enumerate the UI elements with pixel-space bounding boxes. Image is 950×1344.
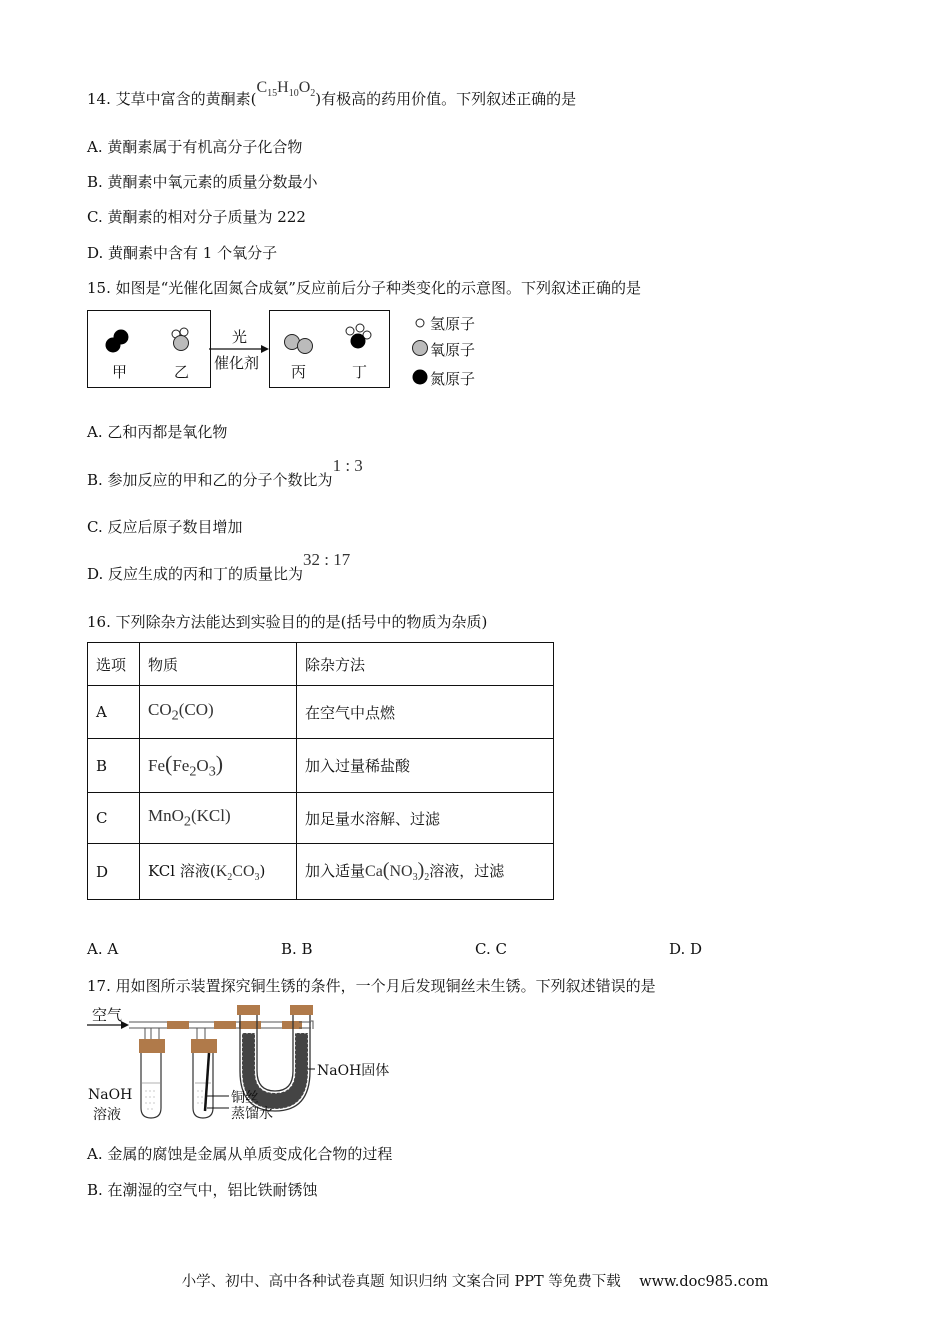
row-method: 在空气中点燃 <box>297 686 554 739</box>
label-distilled-water: 蒸馏水 <box>231 1106 273 1122</box>
row-method: 加入过量稀盐酸 <box>297 739 554 793</box>
q14-option-b: B. 黄酮素中氧元素的质量分数最小 <box>87 173 318 191</box>
q17-stem: 17. 用如图所示装置探究铜生锈的条件，一个月后发现铜丝未生锈。下列叙述错误的是 <box>87 977 656 995</box>
footer-text: 小学、初中、高中各种试卷真题 知识归纳 文案合同 PPT 等免费下载 <box>181 1274 621 1290</box>
q16-choice-b: B. B <box>281 940 313 958</box>
page-footer <box>0 1270 950 1291</box>
row-substance: $CO_2(CO)$ <box>140 686 297 739</box>
label-naoh-solution-2: 溶液 <box>93 1107 121 1123</box>
label-ding: 丁 <box>352 363 368 381</box>
q14-stem <box>87 79 577 111</box>
table-row <box>88 739 554 793</box>
products-box <box>269 310 390 388</box>
legend-hydrogen: 氢原子 <box>430 315 476 333</box>
h-atom-icon <box>180 328 188 336</box>
q14-formula: $C_{15}H_{10}O_2$ <box>256 79 316 100</box>
label-copper-wire: 铜丝 <box>231 1090 259 1106</box>
reactants-box <box>87 310 211 388</box>
q16-stem: 16. 下列除杂方法能达到实验目的的是(括号中的物质为杂质) <box>87 613 488 631</box>
label-air: 空气 <box>92 1006 123 1024</box>
row-option: B <box>88 739 140 793</box>
n-atom-icon <box>106 338 121 353</box>
legend-icons <box>410 314 430 390</box>
q14-option-a: A. 黄酮素属于有机高分子化合物 <box>87 138 303 156</box>
q14-option-d: D. 黄酮素中含有 1 个氧分子 <box>87 244 278 262</box>
table-row <box>88 686 554 739</box>
n-atom-icon <box>413 370 428 385</box>
header-method: 除杂方法 <box>297 643 554 686</box>
arrow-label-light: 光 <box>232 328 248 346</box>
label-yi: 乙 <box>174 363 190 381</box>
table-header-row <box>88 643 554 686</box>
footer-url[interactable]: www.doc985.com <box>639 1274 769 1290</box>
row-substance: KCl 溶液$(K_2CO_3)$ <box>140 844 297 900</box>
arrow-label-catalyst: 催化剂 <box>214 354 260 372</box>
legend-nitrogen: 氮原子 <box>430 370 476 388</box>
header-substance: 物质 <box>140 643 297 686</box>
h-atom-icon <box>346 327 354 335</box>
row-substance: $Fe(Fe_2O_3)$ <box>140 739 297 793</box>
reactant-molecules <box>88 311 210 387</box>
q14-option-c: C. 黄酮素的相对分子质量为 222 <box>87 208 306 226</box>
n-atom-icon <box>351 334 366 349</box>
table-row <box>88 793 554 844</box>
o-atom-icon <box>174 336 189 351</box>
legend-oxygen: 氧原子 <box>430 341 476 359</box>
o-atom-icon <box>298 339 313 354</box>
row-substance: MnO$_2$(KCl) <box>140 793 297 844</box>
h-atom-icon <box>356 324 364 332</box>
header-option: 选项 <box>88 643 140 686</box>
label-naoh-solution-1: NaOH <box>88 1087 133 1103</box>
q15-option-b: B. 参加反应的甲和乙的分子个数比为1 : 3 <box>87 456 363 489</box>
label-naoh-solid: NaOH固体 <box>317 1063 390 1079</box>
row-option: D <box>88 844 140 900</box>
q16-choice-d: D. D <box>669 940 703 958</box>
product-molecules <box>270 311 389 387</box>
q16-choice-a: A. A <box>87 940 119 958</box>
row-method: 加入适量$Ca(NO_3)_2$溶液，过滤 <box>297 844 554 900</box>
row-option: C <box>88 793 140 844</box>
label-jia: 甲 <box>112 363 128 381</box>
q15-stem: 15. 如图是“光催化固氮合成氨”反应前后分子种类变化的示意图。下列叙述正确的是 <box>87 279 641 297</box>
row-method: 加足量水溶解、过滤 <box>297 793 554 844</box>
q14-stem-post: )有极高的药用价值。下列叙述正确的是 <box>315 90 577 108</box>
q17-option-a: A. 金属的腐蚀是金属从单质变成化合物的过程 <box>87 1145 393 1163</box>
o-atom-icon <box>413 341 428 356</box>
q15-ratio-b: 1 : 3 <box>332 456 363 475</box>
q14-stem-pre: 14. 艾草中富含的黄酮素( <box>87 90 257 108</box>
q15-option-c: C. 反应后原子数目增加 <box>87 518 243 536</box>
q17-option-b: B. 在潮湿的空气中，铝比铁耐锈蚀 <box>87 1181 318 1199</box>
q16-choice-c: C. C <box>475 940 507 958</box>
q15-option-d: D. 反应生成的丙和丁的质量比为32 : 17 <box>87 550 351 583</box>
h-atom-icon <box>416 319 424 327</box>
q16-table <box>87 642 554 900</box>
q15-ratio-d: 32 : 17 <box>303 550 351 569</box>
label-bing: 丙 <box>291 363 307 381</box>
q15-option-a: A. 乙和丙都是氧化物 <box>87 423 228 441</box>
table-row <box>88 844 554 900</box>
row-option: A <box>88 686 140 739</box>
